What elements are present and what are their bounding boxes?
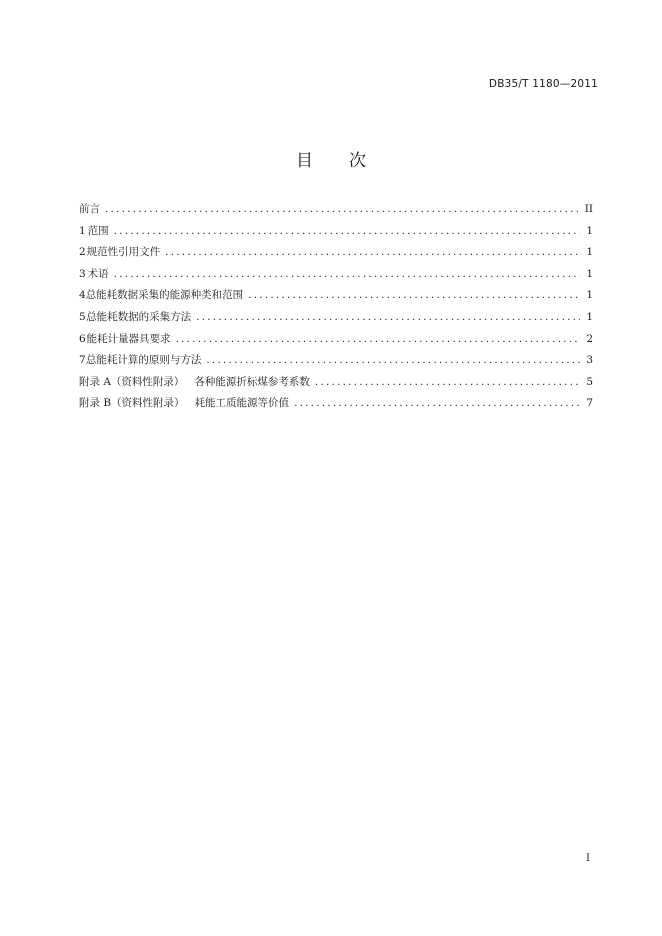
title-char-2: 次 (349, 151, 366, 171)
toc-appendix-label: 附录 B（资料性附录） (79, 397, 185, 410)
table-of-contents (79, 199, 593, 415)
toc-dot-leader (114, 264, 580, 286)
toc-entry-number: 4 (79, 289, 86, 302)
toc-page-number: 5 (586, 375, 593, 388)
toc-dot-leader (175, 329, 580, 351)
toc-entry-label: 总能耗数据采集的能源种类和范围 (85, 289, 244, 302)
toc-page-number: 2 (586, 332, 593, 345)
toc-page-number: 1 (586, 289, 593, 302)
toc-entry-normative-references[interactable] (79, 242, 593, 264)
page-title (0, 146, 662, 171)
toc-dot-leader (294, 393, 580, 415)
toc-entry-label: 术语 (87, 267, 109, 280)
toc-entry-scope[interactable] (79, 221, 593, 243)
toc-entry-number: 3 (79, 267, 86, 280)
toc-entry-label: 能耗计量器具要求 (86, 332, 171, 345)
toc-entry-collection-methods[interactable] (79, 307, 593, 329)
toc-entry-number: 1 (79, 224, 86, 237)
toc-page-number: 1 (586, 246, 593, 259)
toc-entry-label: 前言 (79, 203, 100, 215)
toc-entry-number: 2 (79, 246, 86, 259)
toc-dot-leader (248, 285, 580, 307)
toc-entry-appendix-b[interactable] (79, 393, 593, 415)
toc-entry-energy-types[interactable] (79, 285, 593, 307)
toc-dot-leader (105, 199, 580, 221)
toc-entry-number: 7 (79, 354, 86, 367)
toc-page-number: 1 (586, 310, 593, 323)
toc-entry-foreword[interactable] (79, 199, 593, 221)
toc-dot-leader (114, 221, 580, 243)
document-code: DB35/T 1180—2011 (488, 78, 598, 90)
toc-dot-leader (196, 307, 580, 329)
title-char-1: 目 (296, 151, 313, 171)
toc-entry-metering-requirements[interactable] (79, 329, 593, 351)
toc-entry-label: 范围 (87, 224, 109, 237)
toc-dot-leader (206, 350, 580, 372)
toc-entry-calculation-principles[interactable] (79, 350, 593, 372)
page-number: I (586, 853, 590, 864)
toc-appendix-label: 附录 A（资料性附录） (79, 375, 185, 388)
toc-entry-label (79, 372, 310, 394)
toc-appendix-title: 耗能工质能源等价值 (194, 397, 290, 410)
toc-entry-label: 规范性引用文件 (86, 246, 161, 259)
toc-page-number: 1 (586, 267, 593, 280)
toc-appendix-title: 各种能源折标煤参考系数 (194, 375, 310, 388)
toc-page-number: 7 (586, 397, 593, 410)
toc-page-number: 3 (586, 354, 593, 367)
toc-entry-appendix-a[interactable] (79, 372, 593, 394)
toc-page-number: 1 (586, 224, 593, 237)
toc-entry-number: 6 (79, 332, 86, 345)
toc-dot-leader (165, 242, 580, 264)
toc-entry-label (79, 393, 289, 415)
toc-entry-number: 5 (79, 310, 86, 323)
toc-entry-terms[interactable] (79, 264, 593, 286)
toc-page-number: II (584, 203, 593, 215)
toc-entry-label: 总能耗计算的原则与方法 (85, 354, 202, 367)
toc-entry-label: 总能耗数据的采集方法 (86, 310, 192, 323)
toc-dot-leader (315, 372, 580, 394)
